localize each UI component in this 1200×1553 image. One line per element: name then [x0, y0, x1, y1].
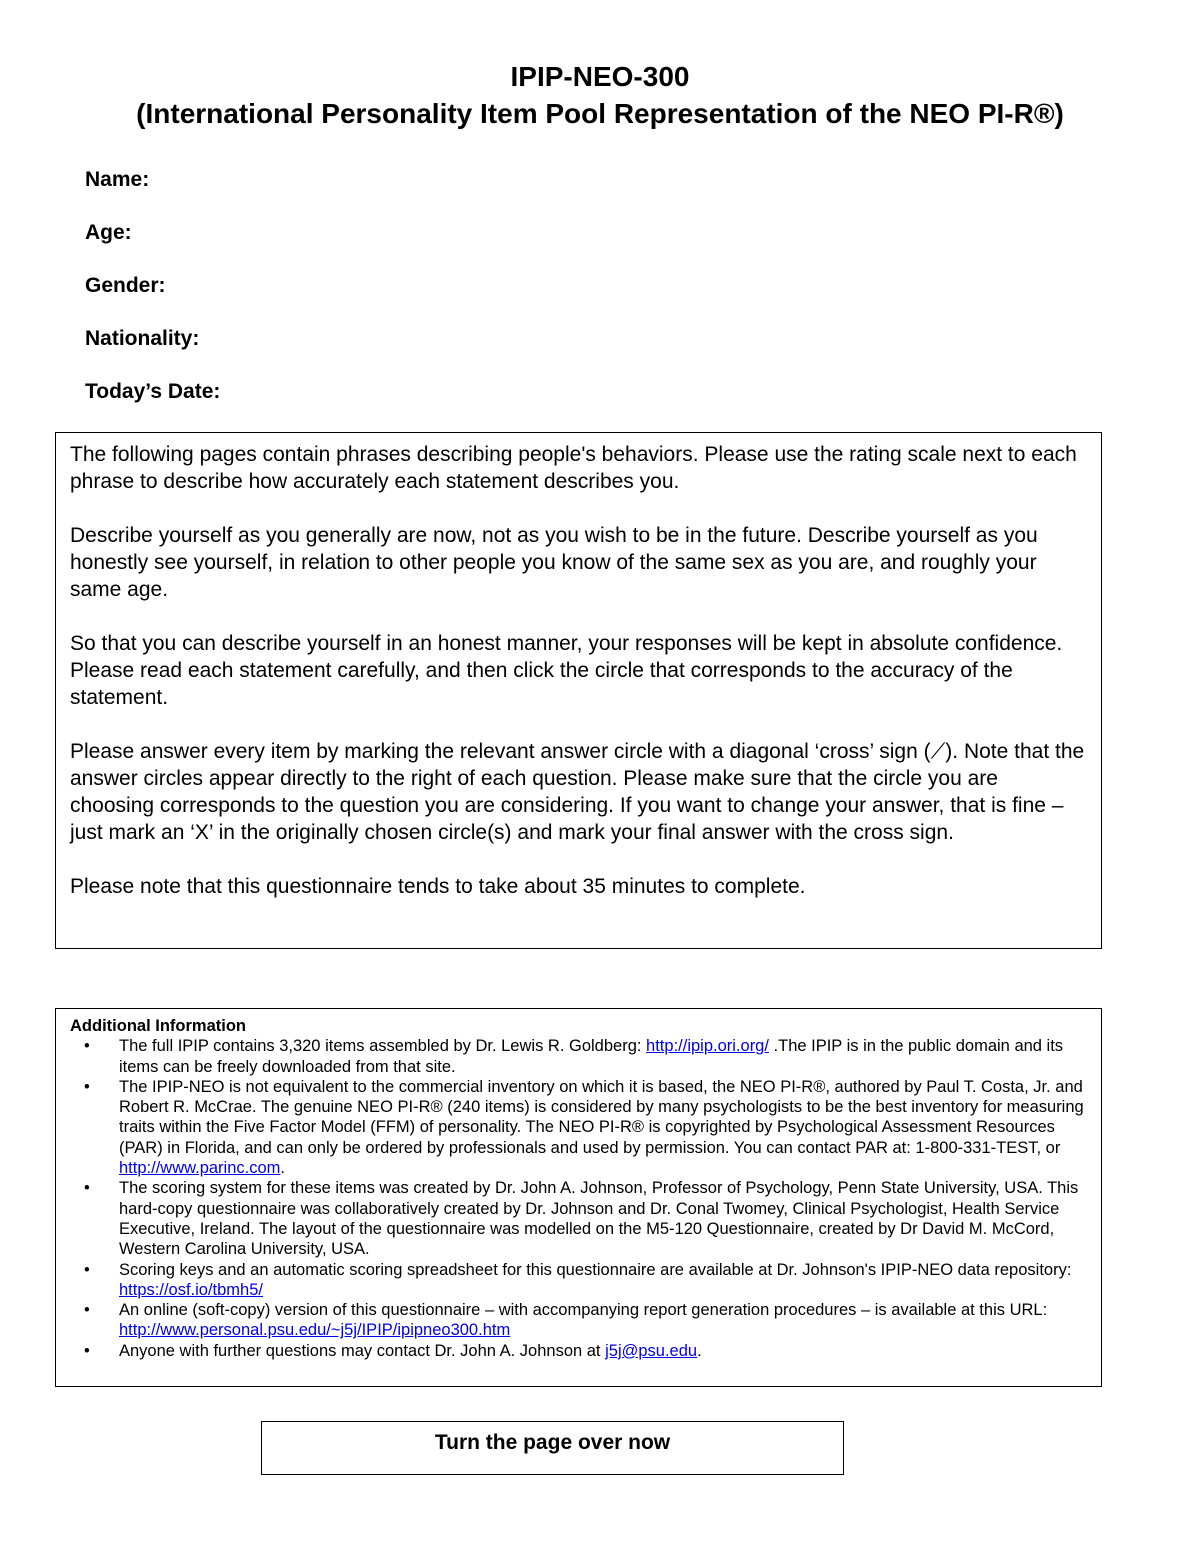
turn-page-box [261, 1421, 844, 1475]
title-line-2: (International Personality Item Pool Representation of the NEO PI-R®) [136, 98, 1064, 129]
bullet-icon: • [84, 1341, 90, 1360]
instructions-box [55, 432, 1102, 949]
list-item [70, 1077, 1087, 1178]
instruction-paragraph: Please note that this questionnaire tends to take about 35 minutes to complete. [70, 875, 806, 898]
info-text: The full IPIP contains 3,320 items assembled by Dr. Lewis R. Goldberg: [119, 1037, 647, 1056]
info-text: .The IPIP is in the public domain and its items can be freely downloaded from that site. [119, 1037, 1064, 1076]
name-field-label: Name: [85, 168, 150, 191]
list-item [70, 1036, 1087, 1077]
online-version-link[interactable]: http://www.personal.psu.edu/~j5j/IPIP/ipipneo300.htm [119, 1321, 511, 1340]
info-text: . [697, 1341, 702, 1360]
bullet-icon: • [84, 1077, 90, 1096]
additional-info-box [55, 1008, 1102, 1387]
bullet-icon: • [84, 1260, 90, 1279]
gender-field-label: Gender: [85, 274, 166, 297]
age-field-label: Age: [85, 221, 132, 244]
email-link[interactable]: j5j@psu.edu [605, 1341, 698, 1360]
instruction-paragraph: Describe yourself as you generally are now, not as you wish to be in the future. Describe yourself as you honestly see yourself, in relation to other people you know of the same sex as you are, and roughly your same age. [70, 524, 1038, 601]
info-text: The scoring system for these items was created by Dr. John A. Johnson, Professor of Psychology, Penn State University, USA. This hard-copy questionnaire was collaboratively created by Dr. Johnson and Dr. Conal Twomey, Clinical Psychologist, Health Service Executive, Ireland. The layout of the questionnaire was modelled on the M5-120 Questionnaire, created by Dr David M. McCord, Western Carolina University, USA. [119, 1179, 1079, 1259]
list-item [70, 1260, 1087, 1301]
osf-link[interactable]: https://osf.io/tbmh5/ [119, 1280, 263, 1299]
instruction-paragraph: Please answer every item by marking the relevant answer circle with a diagonal ‘cross’ sign (⟋). Note that the answer circles appear directly to the right of each question. Please make sure that the circle you are choosing corresponds to the question you are considering. If you want to change your answer, that is fine – just mark an ‘X’ in the originally chosen circle(s) and mark your final answer with the cross sign. [70, 740, 1085, 844]
turn-page-text: Turn the page over now [434, 1431, 671, 1454]
info-text: Scoring keys and an automatic scoring spreadsheet for this questionnaire are available at Dr. Johnson's IPIP-NEO data repository: [119, 1260, 1072, 1279]
bullet-icon: • [84, 1301, 90, 1320]
bullet-icon: • [84, 1179, 90, 1198]
info-text: The IPIP-NEO is not equivalent to the commercial inventory on which it is based, the NEO PI-R®, authored by Paul T. Costa, Jr. and Robert R. McCrae. The genuine NEO PI-R® (240 items) is considered by many psychologists to be the best inventory for measuring traits within the Five Factor Model (FFM) of personality. The NEO PI-R® is copyrighted by Psychological Assessment Resources (PAR) in Florida, and can only be ordered by professionals and used by permission. You can contact PAR at: 1-800-331-TEST, or [119, 1077, 1084, 1157]
instruction-paragraph: So that you can describe yourself in an honest manner, your responses will be kept in absolute confidence. Please read each statement carefully, and then click the circle that corresponds to the accuracy of the statement. [70, 632, 1063, 709]
additional-info-list [70, 1036, 1087, 1361]
list-item [70, 1341, 1087, 1361]
instruction-paragraph: The following pages contain phrases describing people's behaviors. Please use the rating scale next to each phrase to describe how accurately each statement describes you. [70, 443, 1077, 493]
bullet-icon: • [84, 1037, 90, 1056]
title-line-1: IPIP-NEO-300 [510, 61, 690, 92]
info-text: An online (soft-copy) version of this questionnaire – with accompanying report generation procedures – is available at this URL: [119, 1301, 1048, 1320]
list-item [70, 1300, 1087, 1341]
page-title [0, 58, 1200, 132]
respondent-fields [85, 166, 220, 431]
additional-info-heading: Additional Information [70, 1017, 246, 1035]
date-field-label: Today’s Date: [85, 380, 221, 403]
ipip-link[interactable]: http://ipip.ori.org/ [646, 1037, 769, 1056]
info-text: Anyone with further questions may contact Dr. John A. Johnson at [119, 1341, 606, 1360]
list-item [70, 1178, 1087, 1259]
nationality-field-label: Nationality: [85, 327, 200, 350]
info-text: . [280, 1159, 285, 1178]
parinc-link[interactable]: http://www.parinc.com [119, 1159, 281, 1178]
